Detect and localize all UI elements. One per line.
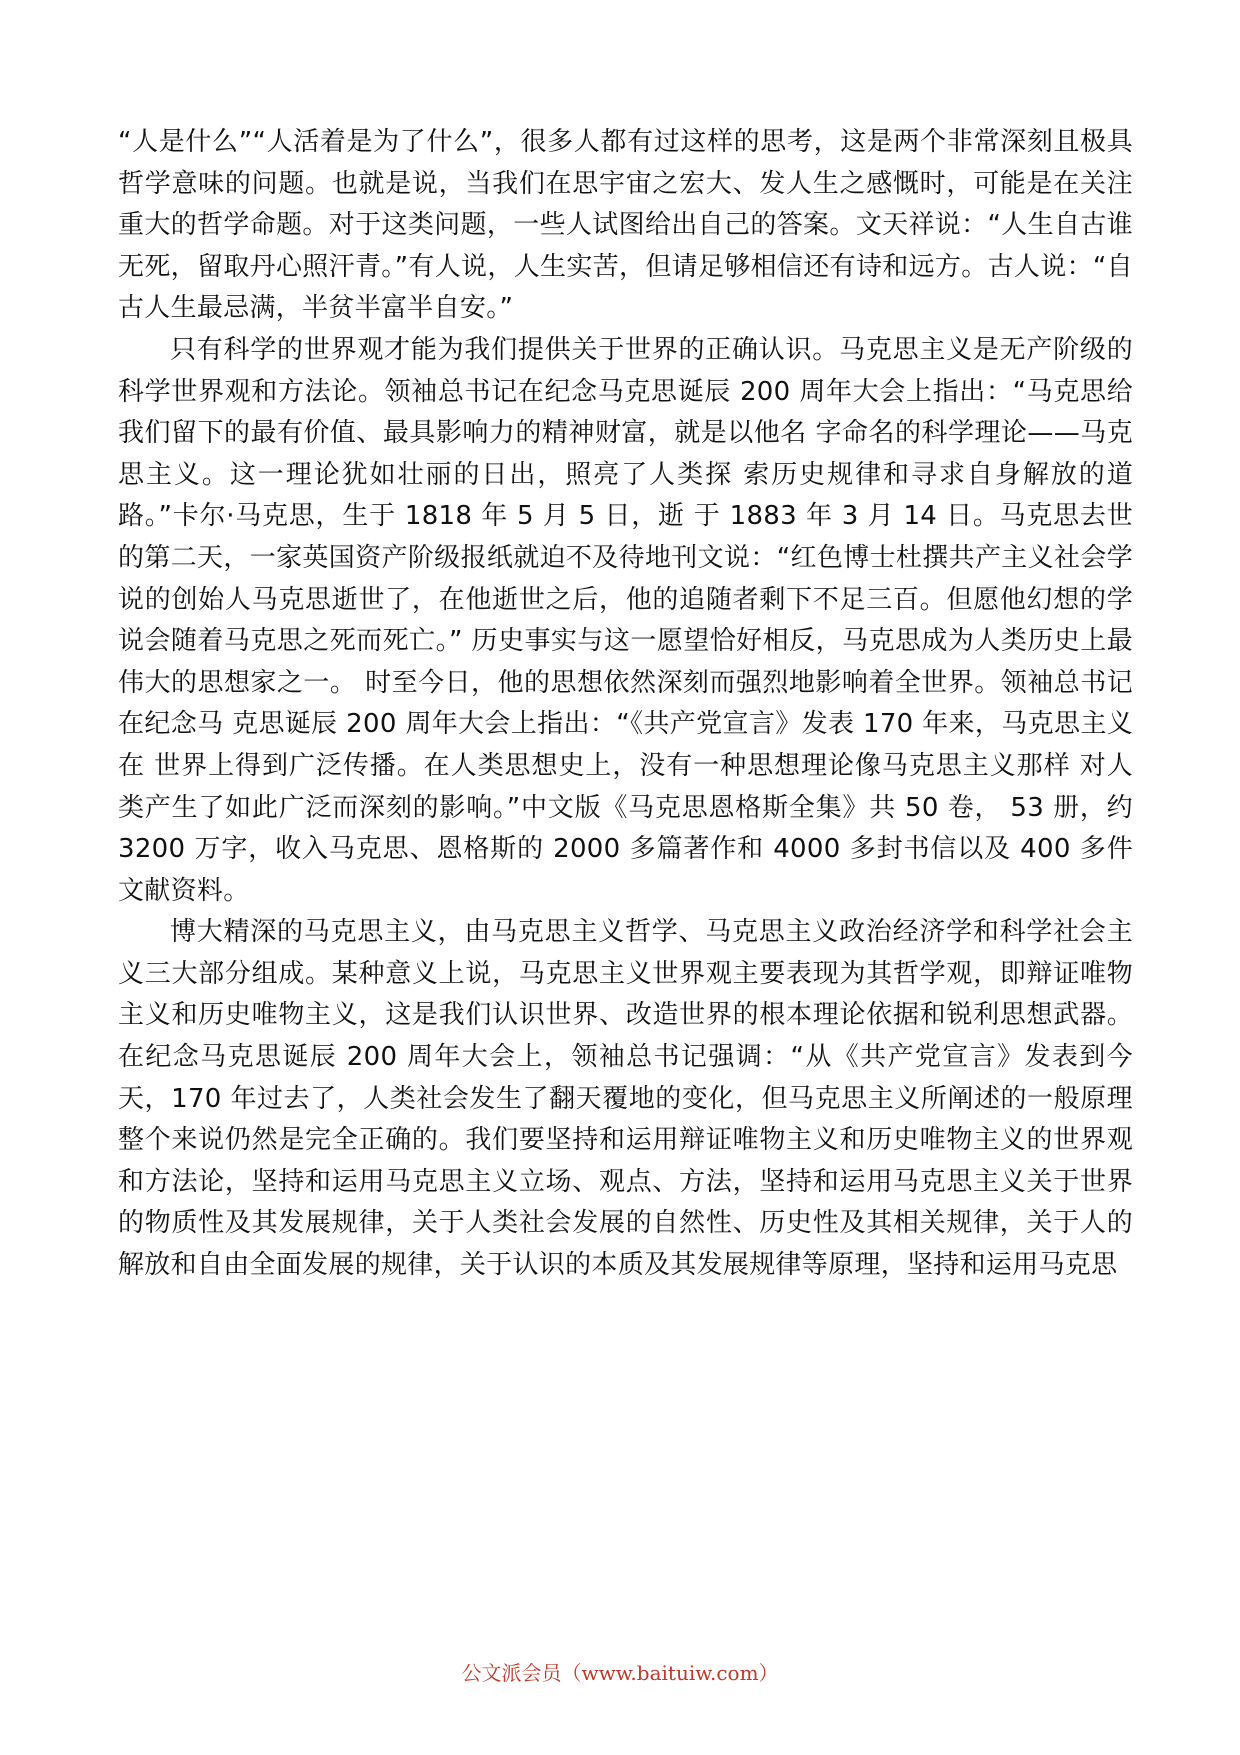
- paragraph-3: 博大精深的马克思主义，由马克思主义哲学、马克思主义政治经济学和科学社会主义三大部分组成。某种意义上说，马克思主义世界观主要表现为其哲学观，即辩证唯物主义和历史唯物主义，这是我们认识世界、改造世界的根本理论依据和锐利思想武器。在纪念马克思诞辰 200 周年大会上，领袖总书记强调：“从《共产党宣言》发表到今天，170 年过去了，人类社会发生了翻天覆地的变化，但马克思主义所阐述的一般原理整个来说仍然是完全正确的。我们要坚持和运用辩证唯物主义和历史唯物主义的世界观和方法论，坚持和运用马克思主义立场、观点、方法，坚持和运用马克思主义关于世界的物质性及其发展规律，关于人类社会发展的自然性、历史性及其相关规律，关于人的解放和自由全面发展的规律，关于认识的本质及其发展规律等原理，坚持和运用马克思: [118, 917, 1133, 1281]
- paragraph-2: 只有科学的世界观才能为我们提供关于世界的正确认识。马克思主义是无产阶级的科学世界观和方法论。领袖总书记在纪念马克思诞辰 200 周年大会上指出：“马克思给我们留下的最有价值、最具影响力的精神财富，就是以他名 字命名的科学理论——马克思主义。这一理论犹如壮丽的日出，照亮了人类探 索历史规律和寻求自身解放的道路。”卡尔·马克思，生于 1818 年 5 月 5 日，逝 于 1883 年 3 月 14 日。马克思去世的第二天，一家英国资产阶级报纸就迫不及待地刊文说：“红色博士杜撰共产主义社会学说的创始人马克思逝世了，在他逝世之后，他的追随者剩下不足三百。但愿他幻想的学说会随着马克思之死而死亡。” 历史事实与这一愿望恰好相反，马克思成为人类历史上最伟大的思想家之一。 时至今日，他的思想依然深刻而强烈地影响着全世界。领袖总书记在纪念马 克思诞辰 200 周年大会上指出：“《共产党宣言》发表 170 年来，马克思主义在 世界上得到广泛传播。在人类思想史上，没有一种思想理论像马克思主义那样 对人类产生了如此广泛而深刻的影响。”中文版《马克思恩格斯全集》共 50 卷， 53 册，约 3200 万字，收入马克思、恩格斯的 2000 多篇著作和 4000 多封书信以及 400 多件文献资料。: [118, 334, 1133, 906]
- footer-watermark: 公文派会员（www.baituiw.com）: [461, 1661, 779, 1685]
- document-body: [118, 122, 1133, 1287]
- paragraph-1: “人是什么”“人活着是为了什么”，很多人都有过这样的思考，这是两个非常深刻且极具哲学意味的问题。也就是说，当我们在思宇宙之宏大、发人生之感慨时，可能是在关注重大的哲学命题。对于这类问题，一些人试图给出自己的答案。文天祥说：“人生自古谁无死，留取丹心照汗青。”有人说，人生实苦，但请足够相信还有诗和远方。古人说：“自古人生最忌满，半贫半富半自安。”: [118, 127, 1133, 324]
